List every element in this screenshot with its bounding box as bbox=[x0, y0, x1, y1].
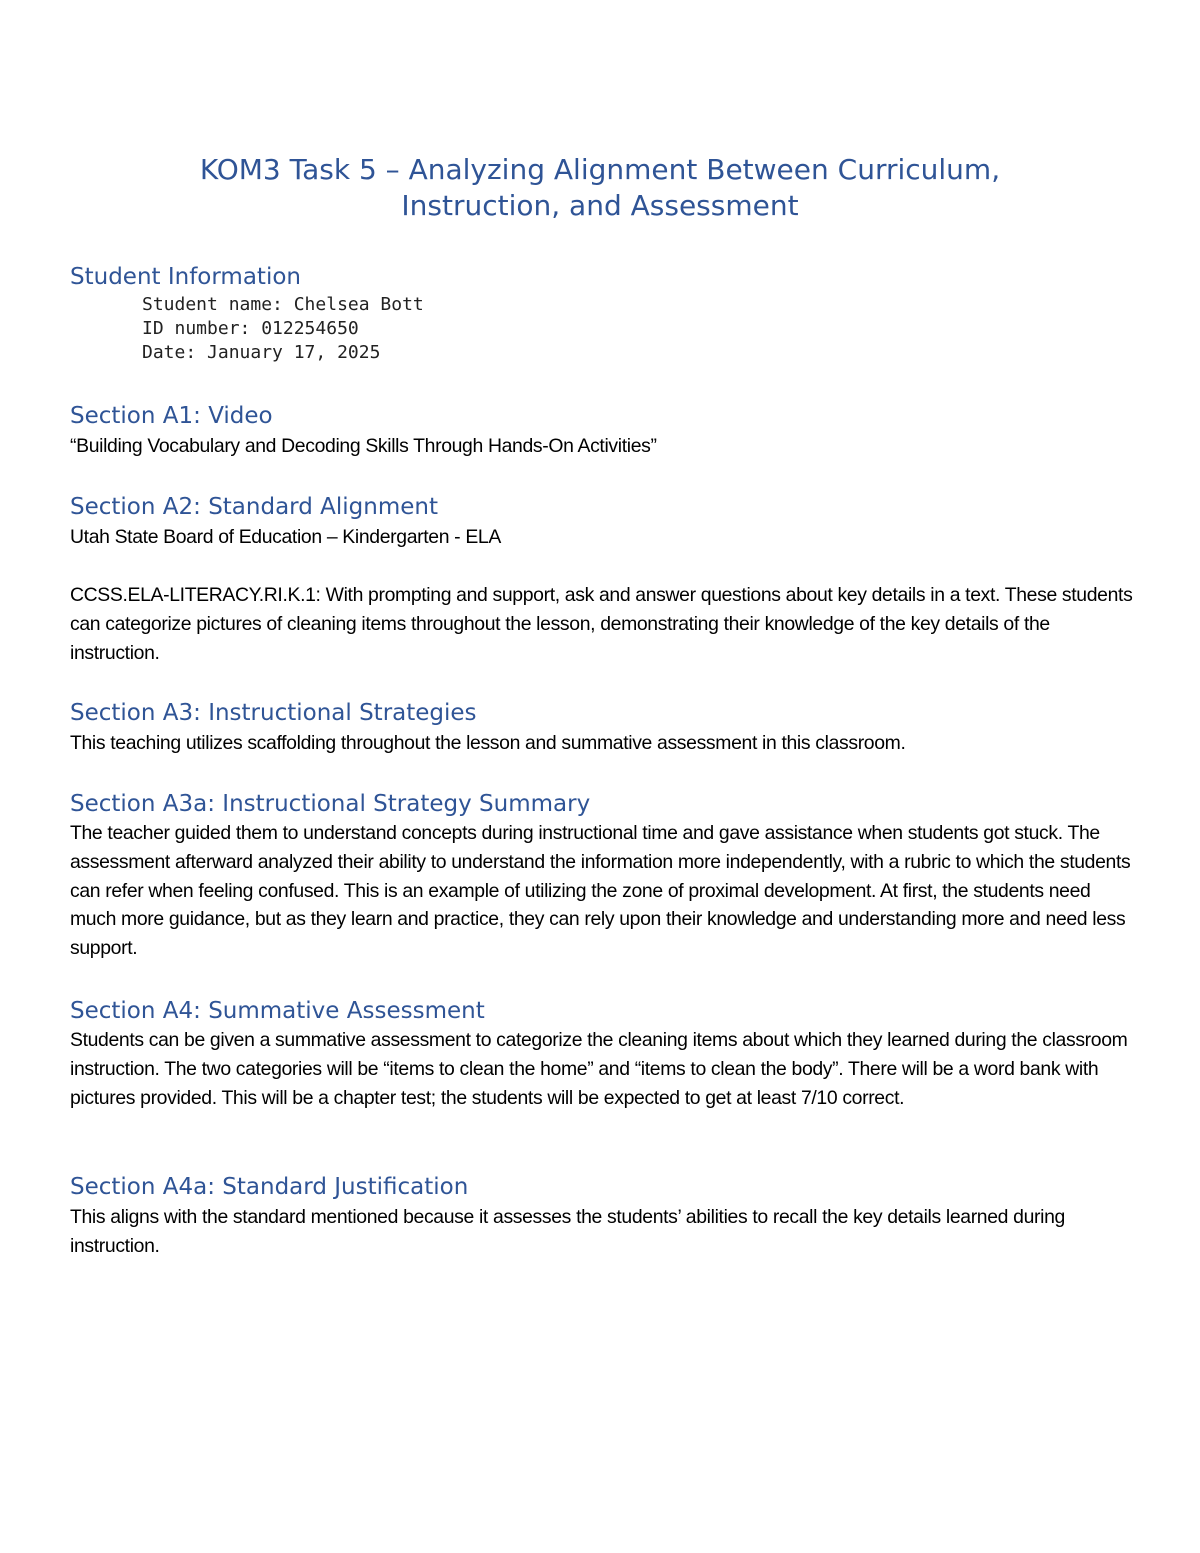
section-a2-subtitle: Utah State Board of Education – Kindergarten - ELA bbox=[70, 526, 501, 548]
section-a2-body: CCSS.ELA-LITERACY.RI.K.1: With prompting and support, ask and answer questions about key details in a text. These students can categorize pictures of cleaning items throughout the lesson, demonstrating their knowledge of the key details of the instruction. bbox=[70, 584, 1133, 664]
student-id: ID number: 012254650 bbox=[142, 318, 359, 339]
section-a2-heading: Section A2: Standard Alignment bbox=[70, 494, 438, 520]
student-name: Student name: Chelsea Bott bbox=[142, 294, 424, 315]
document-title-line-2: Instruction, and Assessment bbox=[401, 189, 799, 222]
section-a1-video-title: “Building Vocabulary and Decoding Skills Through Hands-On Activities” bbox=[70, 435, 657, 457]
section-a4a-body: This aligns with the standard mentioned because it assesses the students’ abilities to recall the key details learned during instruction. bbox=[70, 1206, 1065, 1257]
submission-date: Date: January 17, 2025 bbox=[142, 342, 381, 363]
section-a4-body: Students can be given a summative assessment to categorize the cleaning items about which they learned during the classroom instruction. The two categories will be “items to clean the home” and “items to clean the body”. There will be a word bank with pictures provided. This will be a chapter test; the students will be expected to get at least 7/10 correct. bbox=[70, 1029, 1128, 1109]
section-a3a-heading: Section A3a: Instructional Strategy Summary bbox=[70, 791, 591, 817]
section-a3-body: This teaching utilizes scaffolding throughout the lesson and summative assessment in this classroom. bbox=[70, 732, 906, 754]
section-a3a-body: The teacher guided them to understand concepts during instructional time and gave assistance when students got stuck. The assessment afterward analyzed their ability to understand the information more independently, with a rubric to which the students can refer when feeling confused. This is an example of utilizing the zone of proximal development. At first, the students need much more guidance, but as they learn and practice, they can rely upon their knowledge and understanding more and need less support. bbox=[70, 822, 1131, 960]
section-a4-heading: Section A4: Summative Assessment bbox=[70, 998, 485, 1024]
document-title-line-1: KOM3 Task 5 – Analyzing Alignment Between Curriculum, bbox=[199, 153, 1001, 186]
student-info-heading: Student Information bbox=[70, 264, 301, 290]
section-a1-heading: Section A1: Video bbox=[70, 403, 273, 429]
section-a3-heading: Section A3: Instructional Strategies bbox=[70, 700, 477, 726]
section-a4a-heading: Section A4a: Standard Justification bbox=[70, 1174, 469, 1200]
document-title bbox=[60, 152, 1140, 224]
